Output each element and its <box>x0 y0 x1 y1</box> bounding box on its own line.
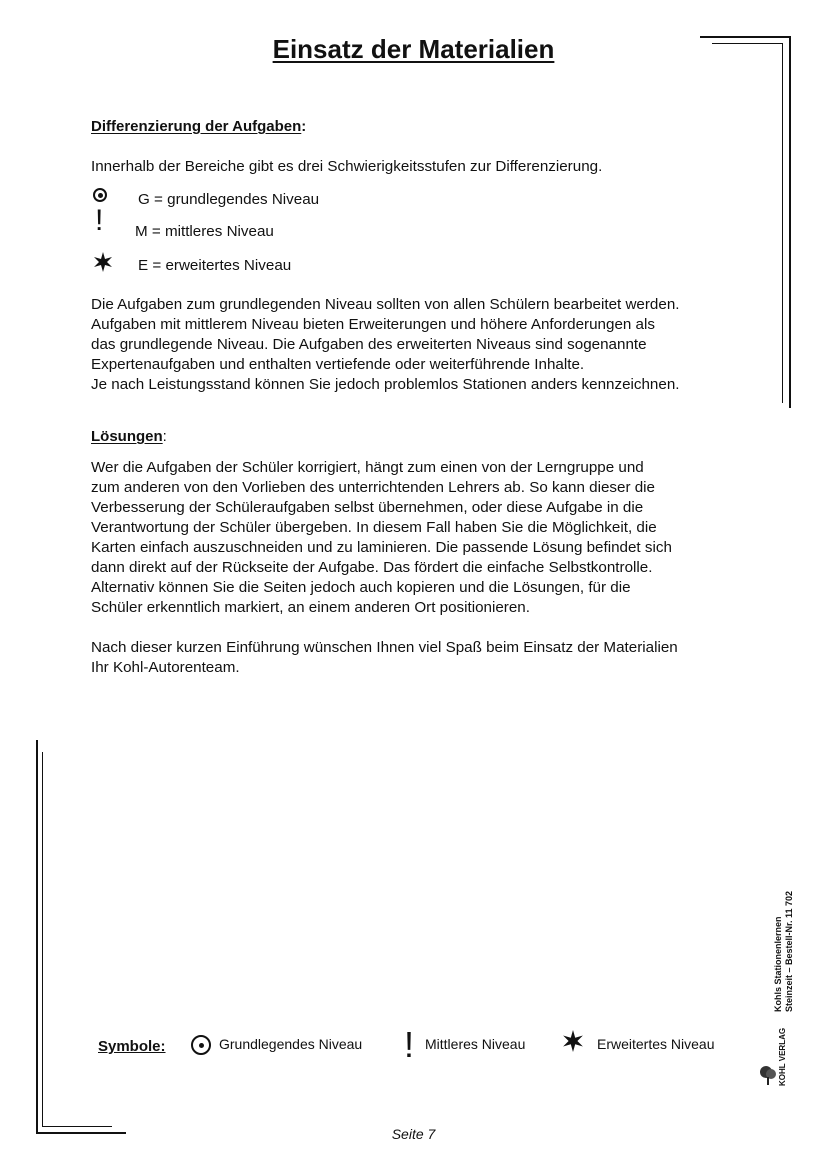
sidebar-subtitle: Steinzeit – Bestell-Nr. 11 702 <box>784 890 794 1012</box>
exclamation-icon: ! <box>404 1024 415 1065</box>
level-g-label: G = grundlegendes Niveau <box>138 191 320 208</box>
tree-icon <box>758 1062 778 1086</box>
corner-line-right-1 <box>789 36 791 408</box>
publisher-name: KOHL VERLAG <box>778 1027 787 1086</box>
circle-dot-icon <box>191 1035 211 1055</box>
circle-dot-icon <box>93 188 107 202</box>
footer-m-label: Mittleres Niveau <box>425 1036 526 1052</box>
corner-line-top-2 <box>712 43 782 44</box>
footer-e-label: Erweitertes Niveau <box>597 1036 715 1052</box>
corner-line-top-1 <box>700 36 790 38</box>
star-icon <box>93 252 113 272</box>
intro-text: Innerhalb der Bereiche gibt es drei Schwierigkeitsstufen zur Differenzierung. <box>91 158 603 175</box>
paragraph-differenzierung: Die Aufgaben zum grundlegenden Niveau sollten von allen Schülern bearbeitet werden. Aufgaben mit mittlerem Niveau bieten Erweiterungen und höhere Anforderungen als das grundlegende Niveau. Die Aufgaben des erweiterten Niveaus sind sogenannte Expertenaufgaben und enthalten vertiefende oder weiterführende Inhalte. Je nach Leistungsstand können Sie jedoch problemlos Stationen anders kennzeichnen. <box>91 296 680 393</box>
closing-text: Nach dieser kurzen Einführung wünschen Ihnen viel Spaß beim Einsatz der Materialien Ihr Kohl-Autorenteam. <box>91 639 678 676</box>
section-heading-differenzierung: Differenzierung der Aufgaben: <box>91 118 307 135</box>
paragraph-loesungen: Wer die Aufgaben der Schüler korrigiert, hängt zum einen von der Lerngruppe und zum anderen von den Vorlieben des unterrichtenden Lehrers ab. So kann dieser die Verbesserung der Schüleraufgaben selbst übernehmen, oder diese Aufgabe in die Verantwortung der Schüler übergeben. In diesem Fall haben Sie die Möglichkeit, die Karten einfach auszuschneiden und zu laminieren. Die passende Lösung befindet sich dann direkt auf der Rückseite der Aufgabe. Das fördert die einfache Selbstkontrolle. Alternativ können Sie die Seiten jedoch auch kopieren und die Lösungen, für die Schüler erkenntlich markiert, an einem anderen Ort positionieren. <box>91 459 672 616</box>
corner-line-right-2 <box>782 43 783 403</box>
sidebar-series: Kohls Stationenlernen <box>773 916 783 1012</box>
corner-line-left-1 <box>36 740 38 1134</box>
publisher-logo <box>758 1062 778 1086</box>
exclamation-icon: ! <box>95 204 104 237</box>
level-e-label: E = erweitertes Niveau <box>138 257 292 274</box>
page-number: Seite 7 <box>391 1126 436 1142</box>
symbols-label: Symbole: <box>98 1038 166 1055</box>
corner-line-left-2 <box>42 752 43 1127</box>
level-m-label: M = mittleres Niveau <box>135 223 274 240</box>
page-title: Einsatz der Materialien <box>272 34 555 64</box>
star-icon <box>562 1030 584 1052</box>
section-heading-loesungen: Lösungen: <box>91 428 167 445</box>
footer-g-label: Grundlegendes Niveau <box>219 1036 363 1052</box>
